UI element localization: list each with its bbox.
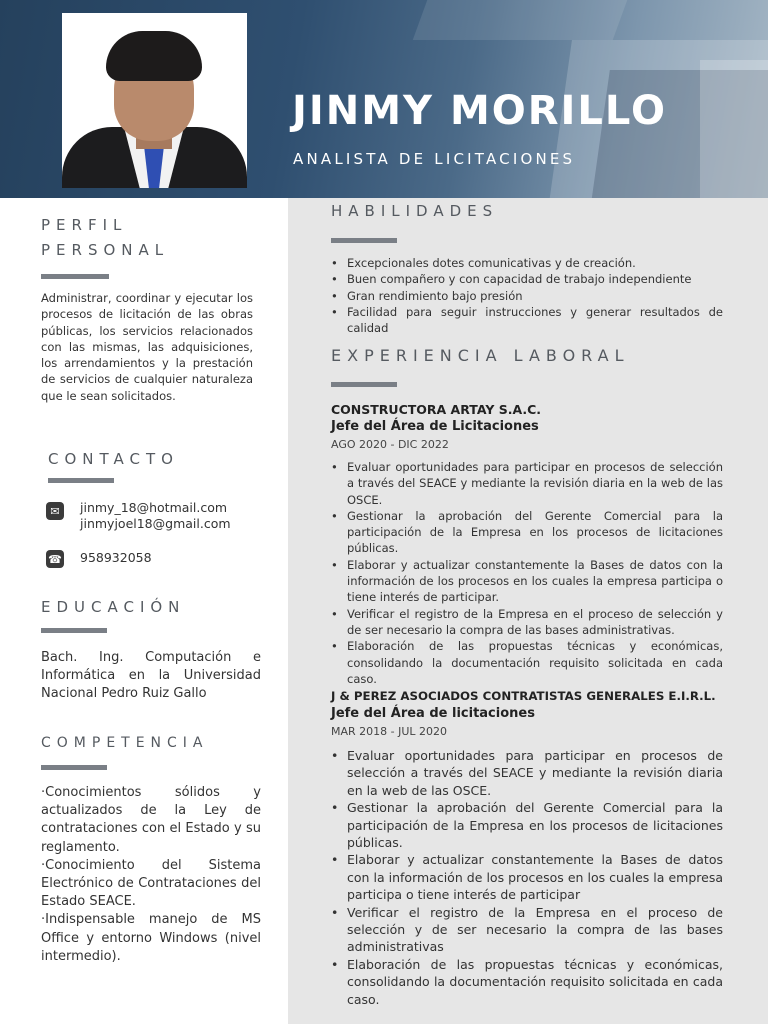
phone-number[interactable]: 958932058 xyxy=(80,550,152,565)
email-secondary[interactable]: jinmyjoel18@gmail.com xyxy=(80,516,231,531)
contacto-title: CONTACTO xyxy=(48,450,179,468)
habilidad-item: • Gran rendimiento bajo presión xyxy=(331,288,723,304)
phone-icon: ☎ xyxy=(46,550,64,568)
job-dates: AGO 2020 - DIC 2022 xyxy=(331,438,449,451)
competencia-list xyxy=(41,784,261,966)
habilidad-item: • Buen compañero y con capacidad de trabajo independiente xyxy=(331,271,723,287)
job-duty: • Elaboración de las propuestas técnicas y económicas, consolidando la documentación requisito solicitada en cada caso. xyxy=(331,638,723,687)
email-row xyxy=(46,500,231,532)
perfil-title-line1: PERFIL xyxy=(41,216,128,234)
job-duty: • Elaborar y actualizar constantemente la Bases de datos con la información de los procesos en los cuales la empresa participa o tiene interés de participar. xyxy=(331,557,723,606)
building-shape xyxy=(700,60,768,198)
candidate-name: JINMY MORILLO xyxy=(292,88,667,134)
building-shape xyxy=(413,0,628,40)
educacion-title: EDUCACIÓN xyxy=(41,598,186,616)
job-position: Jefe del Área de Licitaciones xyxy=(331,419,539,434)
job-dates: MAR 2018 - JUL 2020 xyxy=(331,725,448,738)
email-icon: ✉ xyxy=(46,502,64,520)
job-position: Jefe del Área de licitaciones xyxy=(331,706,535,721)
habilidades-list xyxy=(331,255,723,336)
educacion-text: Bach. Ing. Computación e Informática en la Universidad Nacional Pedro Ruiz Gallo xyxy=(41,650,261,702)
competencia-item: ·Conocimientos sólidos y actualizados de la Ley de contrataciones con el Estado y su reglamento. xyxy=(41,785,261,855)
habilidades-title: HABILIDADES xyxy=(331,202,499,220)
habilidades-rule xyxy=(331,238,397,243)
job-company: J & PEREZ ASOCIADOS CONTRATISTAS GENERALES E.I.R.L. xyxy=(331,689,716,703)
competencia-rule xyxy=(41,765,107,770)
educacion-rule xyxy=(41,628,107,633)
habilidad-item: • Excepcionales dotes comunicativas y de creación. xyxy=(331,255,723,271)
job-duty: • Gestionar la aprobación del Gerente Comercial para la participación de la Empresa en los procesos de licitaciones públicas. xyxy=(331,508,723,557)
job-duty: • Gestionar la aprobación del Gerente Comercial para la participación de la Empresa en los procesos de licitaciones públicas. xyxy=(331,799,723,851)
job-duties-list xyxy=(331,747,723,1008)
phone-row xyxy=(46,548,152,568)
contacto-rule xyxy=(48,478,114,483)
perfil-rule xyxy=(41,274,109,279)
experiencia-rule xyxy=(331,382,397,387)
job-duty: • Elaboración de las propuestas técnicas y económicas, consolidando la documentación requisito solicitada en cada caso. xyxy=(331,956,723,1008)
job-duties-list xyxy=(331,459,723,687)
job-duty: • Verificar el registro de la Empresa en el proceso de selección y de ser necesario la compra de las bases administrativas xyxy=(331,904,723,956)
competencia-item: ·Conocimiento del Sistema Electrónico de Contrataciones del Estado SEACE. xyxy=(41,857,261,910)
habilidad-item: • Facilidad para seguir instrucciones y generar resultados de calidad xyxy=(331,304,723,337)
experiencia-title: EXPERIENCIA LABORAL xyxy=(331,346,630,365)
profile-photo xyxy=(62,13,247,188)
job-company: CONSTRUCTORA ARTAY S.A.C. xyxy=(331,402,542,417)
header-banner xyxy=(0,0,768,198)
competencia-title: COMPETENCIA xyxy=(41,735,209,751)
perfil-title-line2: PERSONAL xyxy=(41,241,170,259)
job-duty: • Elaborar y actualizar constantemente la Bases de datos con la información de los procesos en los cuales la empresa participa o tiene interés de participar xyxy=(331,851,723,903)
email-primary[interactable]: jinmy_18@hotmail.com xyxy=(80,500,228,515)
job-duty: • Evaluar oportunidades para participar en procesos de selección a través del SEACE y mediante la revisión diaria en la web de las OSCE. xyxy=(331,459,723,508)
job-duty: • Evaluar oportunidades para participar en procesos de selección a través del SEACE y mediante la revisión diaria en la web de las OSCE. xyxy=(331,747,723,799)
photo-hair xyxy=(106,31,202,81)
job-duty: • Verificar el registro de la Empresa en el proceso de selección y de ser necesario la compra de las bases administrativas. xyxy=(331,606,723,639)
candidate-role: ANALISTA DE LICITACIONES xyxy=(293,150,576,168)
perfil-text: Administrar, coordinar y ejecutar los procesos de licitación de las obras públicas, los servicios relacionados con las mismas, las adquisiciones, los arrendamientos y la prestación de servicios de cualquier naturaleza que le sean solicitados. xyxy=(41,291,253,403)
competencia-item: ·Indispensable manejo de MS Office y entorno Windows (nivel intermedio). xyxy=(41,912,261,964)
